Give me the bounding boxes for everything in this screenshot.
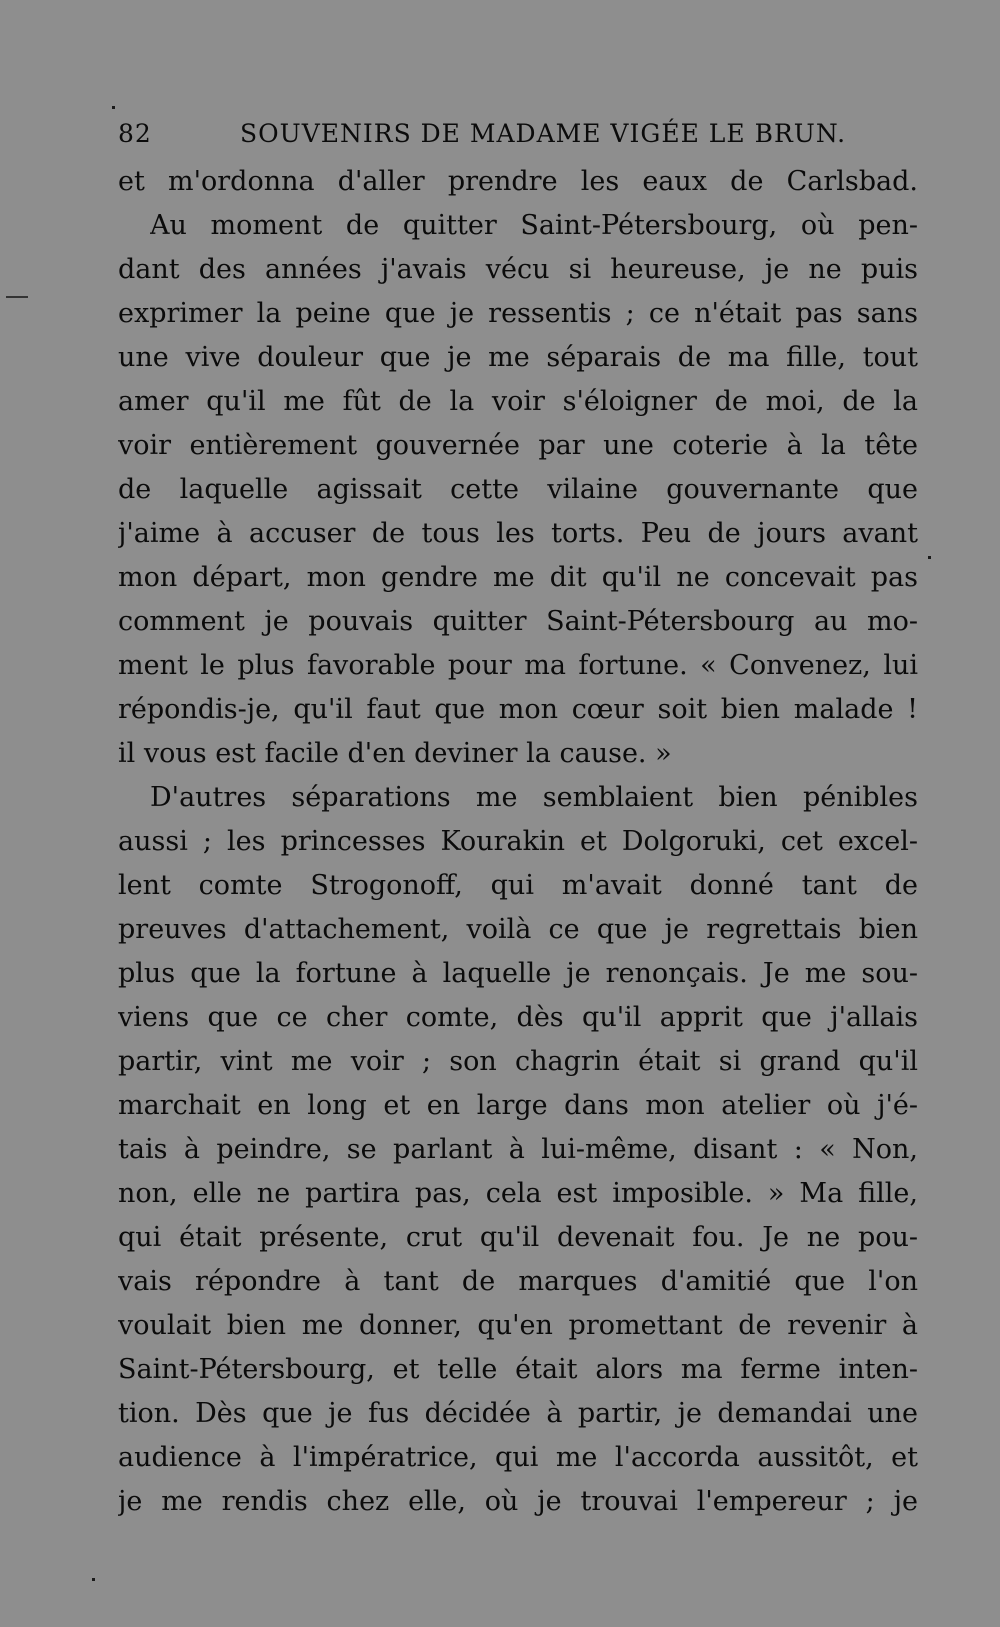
text-line: voir entièrement gouvernée par une coterie à la tête (118, 430, 918, 461)
text-line: j'aime à accuser de tous les torts. Peu de jours avant (118, 518, 918, 549)
text-line: voulait bien me donner, qu'en promettant de revenir à (118, 1310, 918, 1341)
scan-speck (112, 106, 115, 109)
text-line: Au moment de quitter Saint-Pétersbourg, où pen- (150, 210, 918, 241)
text-line: ment le plus favorable pour ma fortune. « Convenez, lui (118, 650, 918, 681)
text-line: une vive douleur que je me séparais de ma fille, tout (118, 342, 918, 373)
text-line: de laquelle agissait cette vilaine gouvernante que (118, 474, 918, 505)
page-number: 82 (118, 119, 152, 148)
text-line: Saint-Pétersbourg, et telle était alors ma ferme inten- (118, 1354, 918, 1385)
text-line: répondis-je, qu'il faut que mon cœur soit bien malade ! (118, 694, 918, 725)
text-line: tion. Dès que je fus décidée à partir, je demandai une (118, 1398, 918, 1429)
text-line: mon départ, mon gendre me dit qu'il ne concevait pas (118, 562, 918, 593)
text-line: exprimer la peine que je ressentis ; ce n'était pas sans (118, 298, 918, 329)
text-line: lent comte Strogonoff, qui m'avait donné tant de (118, 870, 918, 901)
text-line: je me rendis chez elle, où je trouvai l'empereur ; je (118, 1486, 918, 1517)
scan-speck (928, 556, 931, 559)
text-line: comment je pouvais quitter Saint-Pétersbourg au mo- (118, 606, 918, 637)
text-line: D'autres séparations me semblaient bien pénibles (150, 782, 918, 813)
text-line: marchait en long et en large dans mon atelier où j'é- (118, 1090, 918, 1121)
text-line: qui était présente, crut qu'il devenait fou. Je ne pou- (118, 1222, 918, 1253)
page-header (118, 114, 918, 154)
running-title: SOUVENIRS DE MADAME VIGÉE LE BRUN. (240, 119, 847, 148)
text-line: viens que ce cher comte, dès qu'il apprit que j'allais (118, 1002, 918, 1033)
scan-speck (92, 1578, 95, 1581)
text-line: partir, vint me voir ; son chagrin était si grand qu'il (118, 1046, 918, 1077)
text-line: vais répondre à tant de marques d'amitié que l'on (118, 1266, 918, 1297)
text-line: preuves d'attachement, voilà ce que je regrettais bien (118, 914, 918, 945)
text-line: amer qu'il me fût de la voir s'éloigner de moi, de la (118, 386, 918, 417)
text-line: il vous est facile d'en deviner la cause. » (118, 738, 672, 769)
text-line: aussi ; les princesses Kourakin et Dolgoruki, cet excel- (118, 826, 918, 857)
text-line: dant des années j'avais vécu si heureuse, je ne puis (118, 254, 918, 285)
text-line: plus que la fortune à laquelle je renonçais. Je me sou- (118, 958, 918, 989)
text-line: non, elle ne partira pas, cela est imposible. » Ma fille, (118, 1178, 918, 1209)
text-line: et m'ordonna d'aller prendre les eaux de Carlsbad. (118, 166, 918, 197)
text-line: tais à peindre, se parlant à lui-même, disant : « Non, (118, 1134, 918, 1165)
scan-mark (6, 296, 28, 298)
text-line: audience à l'impératrice, qui me l'accorda aussitôt, et (118, 1442, 918, 1473)
